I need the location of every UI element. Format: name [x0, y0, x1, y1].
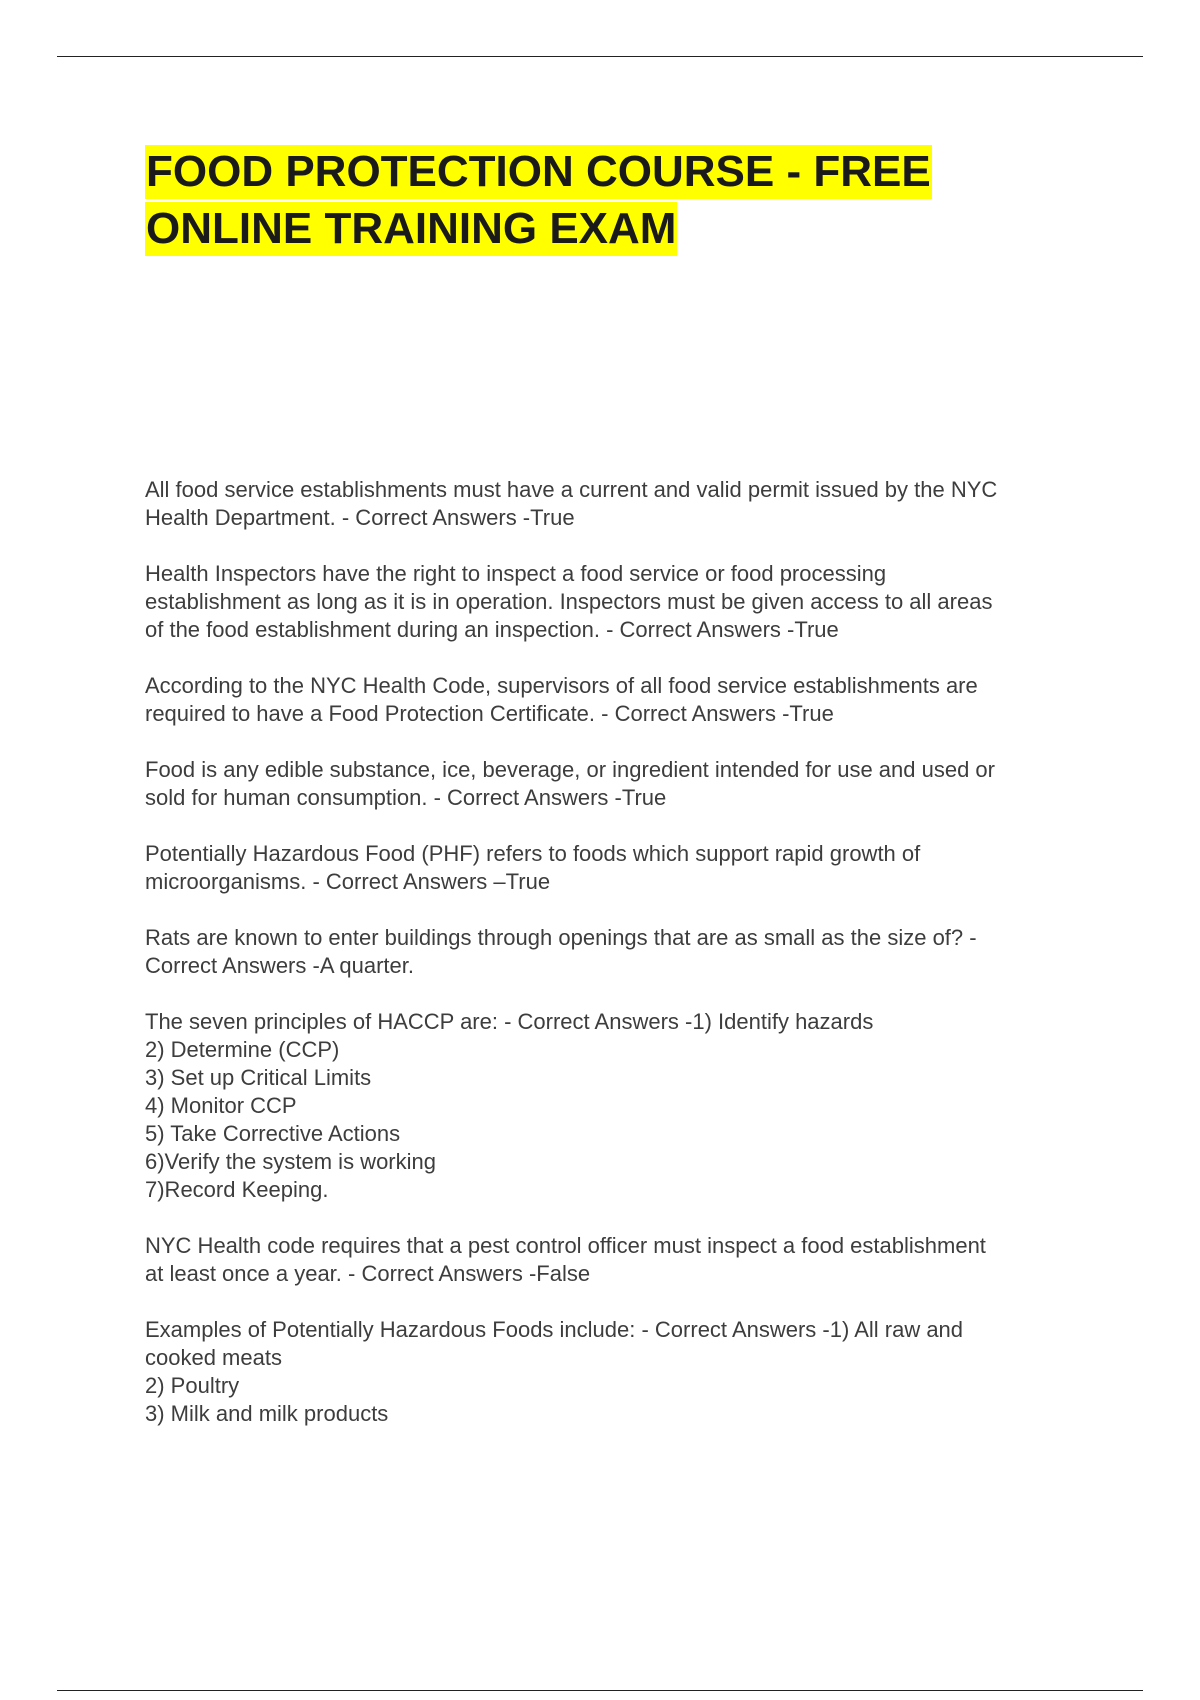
- qa-line: cooked meats: [145, 1345, 282, 1370]
- qa-item-2: [145, 560, 1095, 644]
- qa-line: 7)Record Keeping.: [145, 1177, 329, 1202]
- page-title: [145, 143, 1105, 257]
- qa-line: Rats are known to enter buildings through openings that are as small as the size of? -: [145, 925, 977, 950]
- qa-item-8: [145, 1232, 1095, 1288]
- qa-item-6: [145, 924, 1095, 980]
- qa-item-7: [145, 1008, 1095, 1204]
- qa-line: 4) Monitor CCP: [145, 1093, 297, 1118]
- qa-line: microorganisms. - Correct Answers –True: [145, 869, 551, 894]
- qa-item-5: [145, 840, 1095, 896]
- qa-line: 3) Milk and milk products: [145, 1401, 389, 1426]
- qa-line: Correct Answers -A quarter.: [145, 953, 414, 978]
- qa-line: Examples of Potentially Hazardous Foods include: - Correct Answers -1) All raw and: [145, 1317, 964, 1342]
- qa-line: According to the NYC Health Code, supervisors of all food service establishments are: [145, 673, 978, 698]
- qa-line: 6)Verify the system is working: [145, 1149, 436, 1174]
- qa-line: Health Department. - Correct Answers -True: [145, 505, 575, 530]
- qa-line: Food is any edible substance, ice, beverage, or ingredient intended for use and used or: [145, 757, 995, 782]
- qa-line: 2) Poultry: [145, 1373, 240, 1398]
- qa-item-3: [145, 672, 1095, 728]
- qa-line: required to have a Food Protection Certificate. - Correct Answers -True: [145, 701, 834, 726]
- top-rule: [57, 56, 1143, 57]
- bottom-rule: [57, 1690, 1143, 1691]
- title-line-1: FOOD PROTECTION COURSE - FREE: [145, 145, 932, 199]
- qa-line: 3) Set up Critical Limits: [145, 1065, 372, 1090]
- qa-line: The seven principles of HACCP are: - Correct Answers -1) Identify hazards: [145, 1009, 874, 1034]
- qa-line: sold for human consumption. - Correct Answers -True: [145, 785, 667, 810]
- qa-line: 5) Take Corrective Actions: [145, 1121, 401, 1146]
- qa-line: 2) Determine (CCP): [145, 1037, 340, 1062]
- qa-line: at least once a year. - Correct Answers -False: [145, 1261, 591, 1286]
- qa-line: Health Inspectors have the right to inspect a food service or food processing: [145, 561, 887, 586]
- qa-line: establishment as long as it is in operation. Inspectors must be given access to all areas: [145, 589, 993, 614]
- qa-item-9: [145, 1316, 1095, 1428]
- qa-line: of the food establishment during an inspection. - Correct Answers -True: [145, 617, 839, 642]
- qa-line: NYC Health code requires that a pest control officer must inspect a food establishment: [145, 1233, 986, 1258]
- title-line-2: ONLINE TRAINING EXAM: [145, 202, 677, 256]
- qa-line: Potentially Hazardous Food (PHF) refers to foods which support rapid growth of: [145, 841, 921, 866]
- qa-item-4: [145, 756, 1095, 812]
- qa-line: All food service establishments must have a current and valid permit issued by the NYC: [145, 477, 998, 502]
- qa-item-1: [145, 476, 1095, 532]
- qa-list: [145, 476, 1095, 1456]
